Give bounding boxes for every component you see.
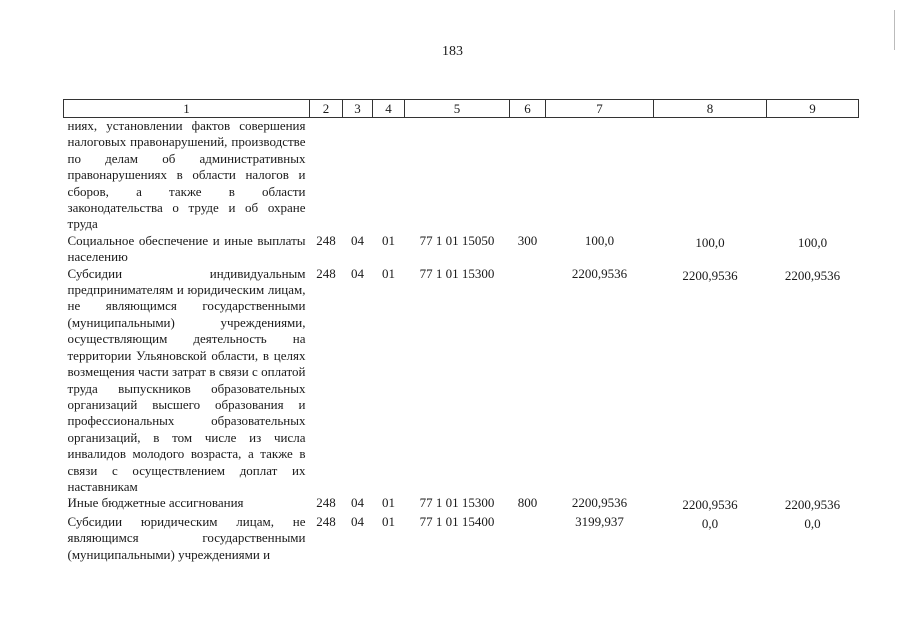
table-row [64, 495, 859, 513]
header-row [64, 100, 859, 118]
row-name: Иные бюджетные ассигнования [67, 495, 244, 511]
cell-col9 [767, 118, 859, 233]
cell-col2: 248 [316, 495, 336, 511]
cell-col9: 100,0 [797, 234, 828, 250]
cell-col3: 04 [351, 495, 364, 511]
cell-col4: 01 [382, 265, 395, 281]
cell-col7: 2200,9536 [571, 265, 628, 281]
table-row [64, 118, 859, 233]
header-cell-7: 7 [546, 100, 654, 118]
header-cell-8: 8 [654, 100, 767, 118]
cell-col2: 248 [316, 265, 336, 281]
cell-col2: 248 [316, 513, 336, 529]
cell-col3: 04 [351, 513, 364, 529]
header-cell-1: 1 [64, 100, 310, 118]
cell-col8: 2200,9536 [682, 267, 738, 283]
cell-col2: 248 [316, 232, 336, 248]
cell-col8 [654, 118, 767, 233]
table-row [64, 514, 859, 563]
page-number: 183 [442, 44, 463, 59]
cell-col8: 0,0 [701, 515, 719, 531]
cell-col5: 77 1 01 15400 [419, 513, 495, 529]
header-cell-5: 5 [405, 100, 510, 118]
cell-col4: 01 [382, 495, 395, 511]
cell-col6: 300 [517, 232, 538, 248]
cell-col7 [546, 118, 654, 233]
row-name: Социальное обеспечение и иные выплаты населению [67, 232, 306, 265]
cell-col6 [510, 266, 546, 496]
row-name: ниях, установлении фактов совершения налоговых правонарушений, производстве по делам об административных правонарушениях в области налогов и сборов, а также в области законодательства о труде и об охране труда [67, 118, 306, 232]
cell-col4 [373, 118, 405, 233]
cell-col5: 77 1 01 15300 [419, 495, 495, 511]
cell-col4: 01 [382, 513, 395, 529]
cell-col7: 100,0 [584, 232, 615, 248]
cell-col9: 0,0 [804, 515, 821, 531]
cell-col9: 2200,9536 [784, 497, 841, 513]
cell-col5: 77 1 01 15300 [419, 265, 495, 281]
header-cell-4: 4 [373, 100, 405, 118]
cell-col6 [510, 514, 546, 563]
cell-col2 [310, 118, 343, 233]
cell-col9: 2200,9536 [784, 267, 841, 283]
header-cell-6: 6 [510, 100, 546, 118]
cell-col3: 04 [351, 232, 364, 248]
header-cell-3: 3 [343, 100, 373, 118]
table-row [64, 266, 859, 496]
cell-col6: 800 [517, 495, 538, 511]
cell-col7: 2200,9536 [571, 495, 628, 511]
header-cell-9: 9 [767, 100, 859, 118]
cell-col3 [343, 118, 373, 233]
cell-col7: 3199,937 [575, 513, 624, 529]
cell-col3: 04 [351, 265, 364, 281]
header-cell-2: 2 [310, 100, 343, 118]
row-name: Субсидии индивидуальным предпринимателям и юридическим лицам, не являющимся государственными (муниципальными) учреждениями, осуществляющим деятельность на территории Ульяновской области, в целях возмещения части затрат в связи с оплатой труда выпускников образовательных организаций высшего образования и профессиональных образовательных организаций, в том числе из числа инвалидов молодого возраста, а также в связи с осуществлением доплат их наставникам [67, 265, 306, 494]
cell-col8: 100,0 [695, 234, 725, 250]
cell-col8: 2200,9536 [682, 497, 738, 513]
cell-col4: 01 [382, 232, 395, 248]
cell-col5: 77 1 01 15050 [419, 232, 495, 248]
table-row [64, 233, 859, 266]
row-name: Субсидии юридическим лицам, не являющимся государственными (муниципальными) учреждениями и [67, 513, 306, 562]
cell-col6 [510, 118, 546, 233]
budget-table [63, 99, 859, 563]
cell-col5 [405, 118, 510, 233]
